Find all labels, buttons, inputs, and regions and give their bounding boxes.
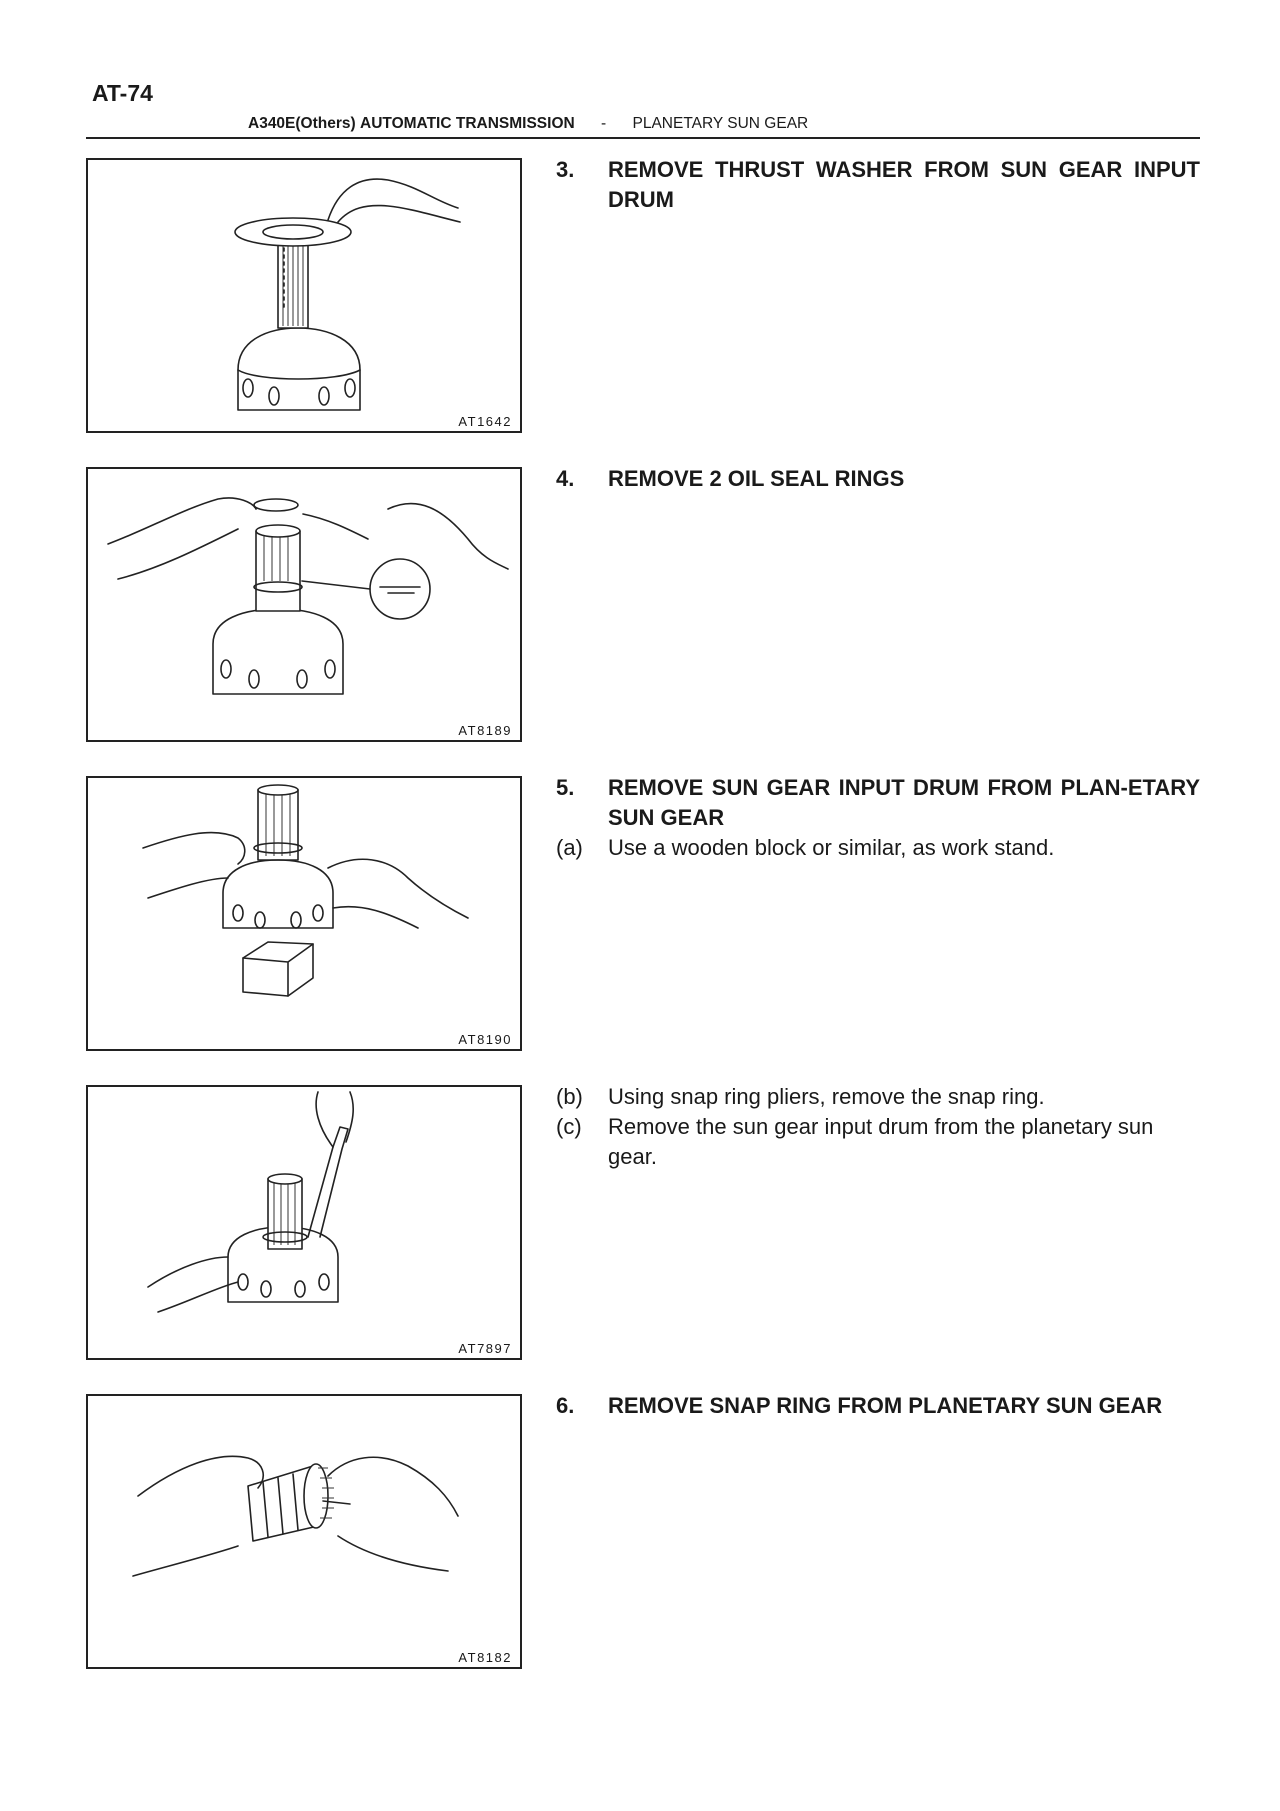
header-model: A340E(Others) bbox=[248, 115, 356, 132]
substep-text: Remove the sun gear input drum from the planetary sun gear. bbox=[608, 1114, 1154, 1169]
substep-label: (a) bbox=[556, 835, 583, 860]
step-number: 6. bbox=[556, 1393, 575, 1418]
illustration-oil-seal-rings bbox=[88, 469, 520, 740]
figure-snap-ring-pliers bbox=[86, 1085, 522, 1360]
figure-code: AT8182 bbox=[458, 1650, 512, 1665]
step-5-continued bbox=[556, 1082, 1200, 1172]
step-title: REMOVE SUN GEAR INPUT DRUM FROM PLAN-ETARY SUN GEAR bbox=[608, 775, 1200, 830]
step-3 bbox=[556, 155, 1200, 215]
figure-code: AT8189 bbox=[458, 723, 512, 738]
step-title: REMOVE THRUST WASHER FROM SUN GEAR INPUT DRUM bbox=[608, 157, 1200, 212]
figure-oil-seal-rings bbox=[86, 467, 522, 742]
figure-code: AT8190 bbox=[458, 1032, 512, 1047]
figure-code: AT7897 bbox=[458, 1341, 512, 1356]
figure-input-drum-on-block bbox=[86, 776, 522, 1051]
substep-label: (c) bbox=[556, 1114, 582, 1139]
step-title: REMOVE SNAP RING FROM PLANETARY SUN GEAR bbox=[608, 1393, 1163, 1418]
step-5 bbox=[556, 773, 1200, 863]
substep-c bbox=[556, 1112, 1200, 1172]
step-number: 5. bbox=[556, 775, 575, 800]
substep-text: Use a wooden block or similar, as work stand. bbox=[608, 835, 1055, 860]
figure-thrust-washer-removal bbox=[86, 158, 522, 433]
step-title: REMOVE 2 OIL SEAL RINGS bbox=[608, 466, 905, 491]
step-number: 4. bbox=[556, 466, 575, 491]
running-header bbox=[248, 115, 808, 133]
substep-label: (b) bbox=[556, 1084, 583, 1109]
illustration-remove-snap-ring bbox=[88, 1396, 520, 1667]
substep-text: Using snap ring pliers, remove the snap ring. bbox=[608, 1084, 1045, 1109]
header-rule bbox=[86, 137, 1200, 139]
header-title: AUTOMATIC TRANSMISSION bbox=[360, 115, 575, 132]
illustration-snap-ring-pliers bbox=[88, 1087, 520, 1358]
header-section: PLANETARY SUN GEAR bbox=[632, 115, 809, 132]
figure-remove-snap-ring bbox=[86, 1394, 522, 1669]
step-4 bbox=[556, 464, 1200, 494]
illustration-thrust-washer bbox=[88, 160, 520, 431]
step-number: 3. bbox=[556, 157, 575, 182]
page-number: AT-74 bbox=[92, 80, 153, 106]
substep-b bbox=[556, 1082, 1200, 1112]
step-6 bbox=[556, 1391, 1200, 1421]
illustration-input-drum-on-block bbox=[88, 778, 520, 1049]
header-separator: - bbox=[601, 115, 607, 132]
figure-code: AT1642 bbox=[458, 414, 512, 429]
substep-a bbox=[556, 833, 1200, 863]
